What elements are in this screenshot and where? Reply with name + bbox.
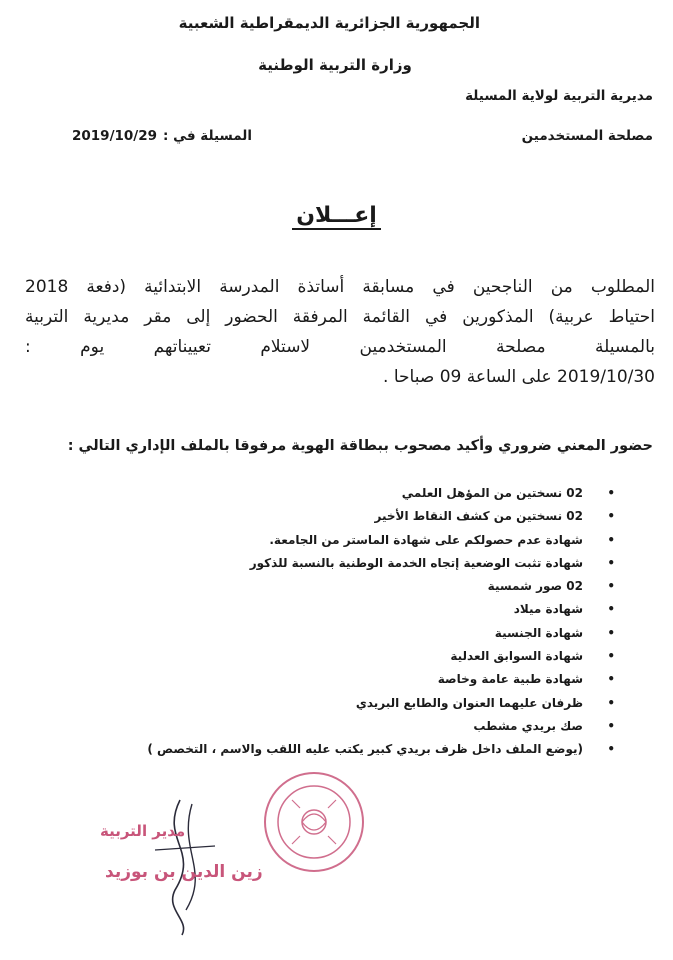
body-line: المطلوب من الناجحين في مسابقة أساتذة المدرسة الابتدائية (دفعة 2018	[25, 277, 655, 297]
requirement-line: حضور المعني ضروري وأكيد مصحوب ببطاقة الهوية مرفوقا بالملف الإداري التالي :	[67, 438, 653, 454]
date-value: 2019/10/29	[72, 128, 158, 144]
signatory-title: مدير التربية	[100, 822, 186, 840]
bullet-icon: •	[607, 602, 615, 617]
bullet-icon: •	[607, 486, 615, 500]
list-item: • شهادة طبية عامة وخاصة	[147, 668, 603, 691]
list-item: • ظرفان عليهما العنوان والطابع البريدي	[147, 692, 603, 715]
announcement-body	[25, 272, 655, 392]
bullet-icon: •	[607, 672, 615, 687]
bullet-icon: •	[607, 625, 615, 640]
ministry-header: وزارة التربية الوطنية	[258, 56, 412, 74]
date-line	[72, 128, 252, 144]
date-label: المسيلة في :	[163, 128, 253, 144]
list-item: • صك بريدي مشطب	[147, 715, 603, 738]
service-header: مصلحة المستخدمين	[521, 128, 653, 144]
bullet-icon: •	[607, 555, 615, 570]
list-item: • 02 صور شمسية	[147, 575, 603, 598]
list-item: • شهادة تثبت الوضعية إتجاه الخدمة الوطنية بالنسبة للذكور	[147, 552, 603, 575]
title-text: إعـــلان	[292, 203, 381, 230]
list-item: • 02 نسختين من المؤهل العلمي	[147, 482, 603, 505]
republic-header: الجمهورية الجزائرية الديمقراطية الشعبية	[178, 14, 480, 32]
list-item: • شهادة عدم حصولكم على شهادة الماستر من الجامعة.	[147, 529, 603, 552]
bullet-icon: •	[607, 579, 615, 594]
body-line: بالمسيلة مصلحة المستخدمين لاستلام تعييناتهم يوم :	[25, 337, 655, 357]
official-stamp-icon	[262, 770, 366, 874]
list-item: • (يوضع الملف داخل ظرف بريدي كبير يكتب عليه اللقب والاسم ، التخصص )	[147, 738, 603, 761]
bullet-icon: •	[607, 509, 615, 524]
body-line: 2019/10/30 على الساعة 09 صباحا .	[383, 367, 655, 387]
signatory-name: زين الدين بن بوزيد	[105, 862, 263, 882]
list-item: • شهادة ميلاد	[147, 598, 603, 621]
bullet-icon: •	[607, 695, 615, 710]
list-item: • شهادة الجنسية	[147, 622, 603, 645]
list-item: • شهادة السوابق العدلية	[147, 645, 603, 668]
documents-list	[147, 482, 615, 762]
bullet-icon: •	[607, 742, 615, 757]
bullet-icon: •	[607, 649, 615, 664]
bullet-icon: •	[607, 718, 615, 733]
bullet-icon: •	[607, 532, 615, 547]
directorate-header: مديرية التربية لولاية المسيلة	[465, 88, 653, 104]
body-line: احتياط عربية) المذكورين في القائمة المرفقة الحضور إلى مقر مديرية التربية	[25, 307, 655, 327]
list-item: • 02 نسختين من كشف النقاط الأخير	[147, 505, 603, 528]
document-title	[0, 203, 673, 228]
